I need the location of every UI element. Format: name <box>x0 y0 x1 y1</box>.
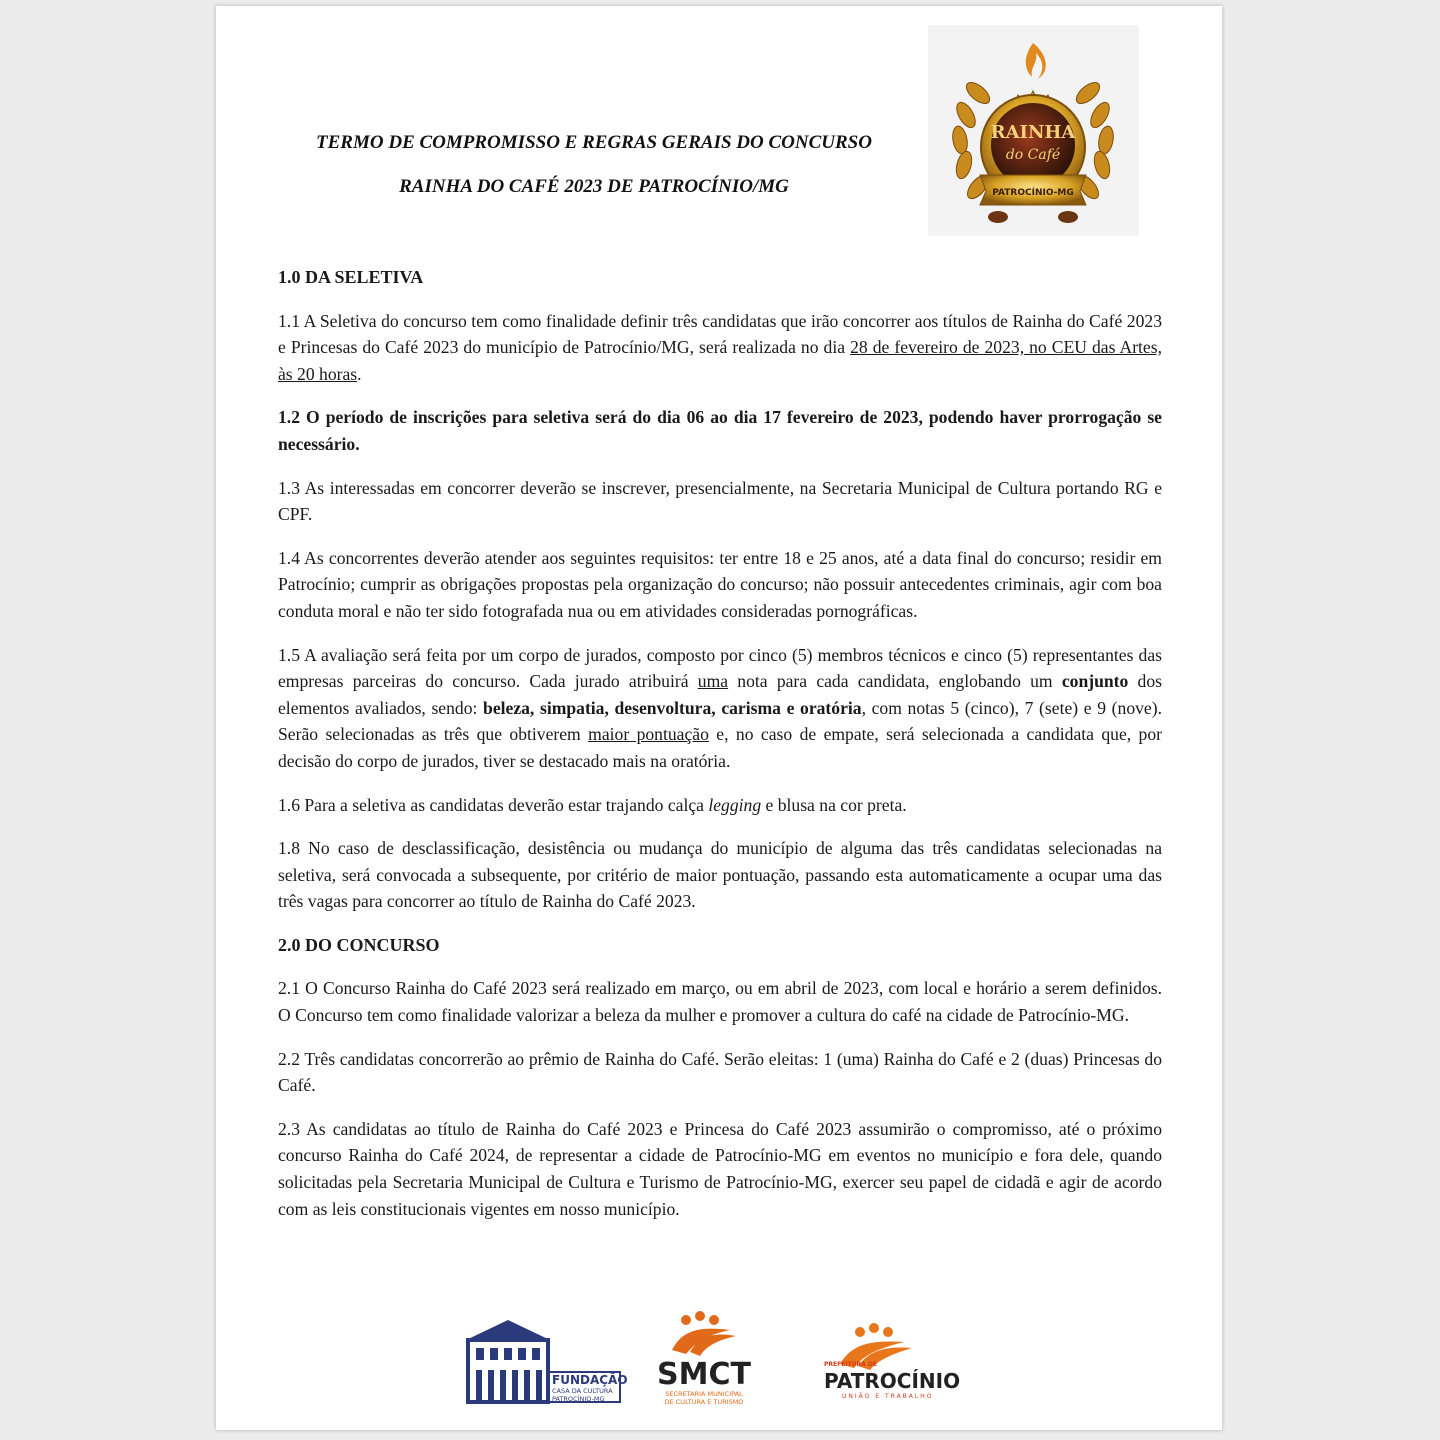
paragraph-1-8: 1.8 No caso de desclassificação, desistência ou mudança do município de alguma das três candidatas selecionadas na seletiva, será convocada a subsequente, por critério de maior pontuação, passando esta automaticamente a ocupar uma das três vagas para concorrer ao título de Rainha do Café 2023. <box>278 838 1162 912</box>
svg-text:PATROCÍNIO-MG: PATROCÍNIO-MG <box>552 1395 605 1403</box>
paragraph-1-5: 1.5 A avaliação será feita por um corpo de jurados, composto por cinco (5) membros técnicos e cinco (5) representantes das empresas parceiras do concurso. Cada jurado atribuirá uma nota para cada candidata, englobando um conjunto dos elementos avaliados, sendo: beleza, simpatia, desenvoltura, carisma e oratória, com notas 5 (cinco), 7 (sete) e 9 (nove). Serão selecionadas as três que obtiverem maior pontuação e, no caso de empate, será selecionada a candidata que, por decisão do corpo de jurados, tiver se destacado mais na oratória. <box>278 644 1162 771</box>
smct-logo <box>657 1311 751 1406</box>
document-page <box>216 6 1222 1430</box>
svg-text:PATROCÍNIO-MG: PATROCÍNIO-MG <box>992 188 1074 198</box>
document-body <box>278 264 1162 1239</box>
svg-text:CASA DA CULTURA: CASA DA CULTURA <box>552 1387 613 1395</box>
svg-text:PREFEITURA DE: PREFEITURA DE <box>824 1361 877 1368</box>
svg-text:SMCT: SMCT <box>657 1357 751 1392</box>
svg-text:DE CULTURA E TURISMO: DE CULTURA E TURISMO <box>664 1398 744 1406</box>
paragraph-1-3: 1.3 As interessadas em concorrer deverão se inscrever, presencialmente, na Secretaria Municipal de Cultura portando RG e CPF. <box>278 477 1162 525</box>
paragraph-1-2: 1.2 O período de inscrições para seletiva será do dia 06 ao dia 17 fevereiro de 2023, podendo haver prorrogação se necessário. <box>278 407 1162 454</box>
svg-text:FUNDAÇÃO: FUNDAÇÃO <box>552 1373 628 1387</box>
document-title-line1: TERMO DE COMPROMISSO E REGRAS GERAIS DO CONCURSO <box>316 132 872 153</box>
paragraph-2-2: 2.2 Três candidatas concorrerão ao prêmio de Rainha do Café. Serão eleitas: 1 (uma) Rainha do Café e 2 (duas) Princesas do Café. <box>278 1048 1162 1096</box>
crest-icon <box>928 25 1139 236</box>
svg-text:PATROCÍNIO: PATROCÍNIO <box>824 1369 961 1393</box>
footer-logos <box>460 1310 961 1416</box>
section-heading-seletiva: 1.0 DA SELETIVA <box>278 267 424 287</box>
svg-text:UNIÃO E TRABALHO: UNIÃO E TRABALHO <box>842 1393 934 1400</box>
rainha-do-cafe-logo <box>928 25 1139 236</box>
paragraph-1-4: 1.4 As concorrentes deverão atender aos seguintes requisitos: ter entre 18 e 25 anos, até a data final do concurso; residir em Patrocínio; cumprir as obrigações propostas pela organização do concurso; não possuir antecedentes criminais, agir com boa conduta moral e não ter sido fotografada nua ou em atividades consideradas pornográficas. <box>278 547 1162 621</box>
svg-text:RAINHA: RAINHA <box>990 122 1076 143</box>
paragraph-2-1: 2.1 O Concurso Rainha do Café 2023 será realizado em março, ou em abril de 2023, com local e horário a serem definidos. O Concurso tem como finalidade valorizar a beleza da mulher e promover a cultura do café na cidade de Patrocínio-MG. <box>278 978 1162 1026</box>
document-title-line2: RAINHA DO CAFÉ 2023 DE PATROCÍNIO/MG <box>399 176 789 197</box>
paragraph-1-1: 1.1 A Seletiva do concurso tem como finalidade definir três candidatas que irão concorrer aos títulos de Rainha do Café 2023 e Princesas do Café 2023 do município de Patrocínio/MG, será realizada no dia 28 de fevereiro de 2023, no CEU das Artes, às 20 horas. <box>278 310 1162 384</box>
prefeitura-logo <box>824 1323 960 1400</box>
paragraph-2-3: 2.3 As candidatas ao título de Rainha do Café 2023 e Princesa do Café 2023 assumirão o compromisso, até o próximo concurso Rainha do Café 2024, de representar a cidade de Patrocínio-MG em eventos no município e fora dele, quando solicitadas pela Secretaria Municipal de Cultura e Turismo de Patrocínio-MG, exercer seu papel de cidadã e agir de acordo com as leis constitucionais vigentes em nosso município. <box>278 1118 1162 1219</box>
section-heading-concurso: 2.0 DO CONCURSO <box>278 934 440 955</box>
fundacao-logo <box>466 1320 628 1403</box>
paragraph-1-6: 1.6 Para a seletiva as candidatas deverão estar trajando calça legging e blusa na cor preta. <box>278 794 907 815</box>
svg-text:do Café: do Café <box>1005 147 1061 163</box>
svg-text:SECRETARIA MUNICIPAL: SECRETARIA MUNICIPAL <box>665 1390 743 1398</box>
